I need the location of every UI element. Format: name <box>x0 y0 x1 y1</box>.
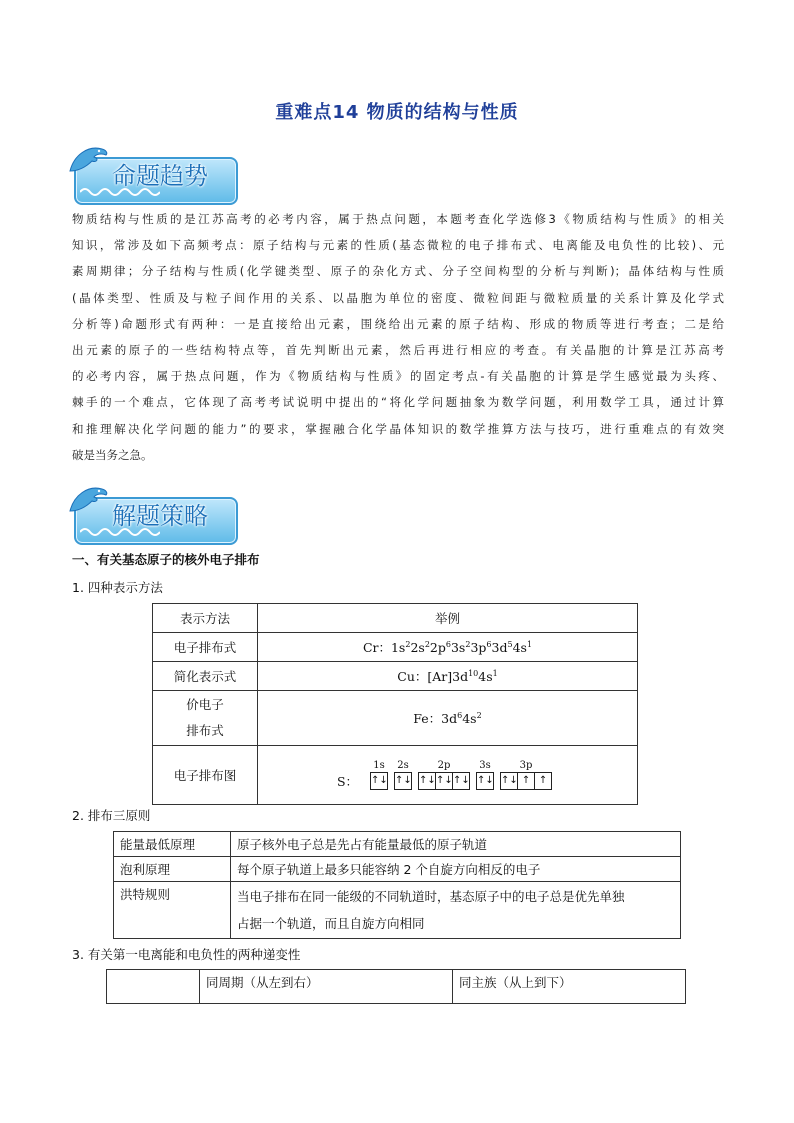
principle-name: 泡利原理 <box>114 857 231 882</box>
orbital-group <box>394 760 412 790</box>
principles-table <box>113 831 681 939</box>
formula-text: 4s <box>478 669 493 684</box>
intro-line: (晶体类型、性质及与粒子间作用的关系、以晶胞为单位的密度、微粒间距与微粒质量的关系计算及化学式 <box>72 290 724 305</box>
table-cell: 同主族（从上到下） <box>453 970 686 1004</box>
intro-line: 破是当务之急。 <box>72 447 153 462</box>
method-cell: 电子排布图 <box>153 746 258 805</box>
formula-sup: 2 <box>465 640 471 649</box>
orbital-label: 3s <box>479 760 491 771</box>
formula-text: 2s <box>410 640 425 655</box>
principle-desc: 每个原子轨道上最多只能容纳 2 个自旋方向相反的电子 <box>231 857 681 882</box>
orbital-box: ↑ <box>517 772 535 790</box>
formula-sup: 10 <box>468 669 479 678</box>
orbital-group <box>418 760 470 790</box>
formula-sup: 6 <box>457 711 463 720</box>
principle-name: 洪特规则 <box>114 882 231 939</box>
section-heading: 一、有关基态原子的核外电子排布 <box>72 552 260 567</box>
formula-sup: 2 <box>476 711 482 720</box>
intro-paragraph <box>72 206 724 468</box>
subsection-heading: 3. 有关第一电离能和电负性的两种递变性 <box>72 947 301 962</box>
orbital-box: ↑↓ <box>394 772 412 790</box>
formula-sup: 1 <box>526 640 533 649</box>
orbital-label: 3p <box>519 760 533 771</box>
orbital-label: 2p <box>437 760 451 771</box>
banner-trend <box>66 147 238 205</box>
formula-sup: 6 <box>486 640 492 649</box>
formula-sup: 2 <box>424 640 430 649</box>
banner-strategy <box>66 487 238 545</box>
orbital-group <box>500 760 552 790</box>
formula-text: 3d <box>491 640 508 655</box>
example-cell <box>258 633 638 662</box>
intro-line: 物质结构与性质的是江苏高考的必考内容，属于热点问题，本题考查化学选修3《物质结构与性质》的相关 <box>72 212 724 226</box>
formula-text: 4s <box>462 711 477 726</box>
desc-line: 当电子排布在同一能级的不同轨道时，基态原子中的电子总是优先单独 <box>237 889 625 904</box>
formula-text: 3s <box>450 640 466 655</box>
subsection-heading: 1. 四种表示方法 <box>72 580 163 595</box>
representation-table <box>152 603 638 805</box>
intro-line: 出元素的原子的一些结构特点等，首先判断出元素，然后再进行相应的考查。有关晶胞的计算是江苏高考 <box>72 343 724 358</box>
orbital-box: ↑ <box>534 772 552 790</box>
intro-line: 分析等)命题形式有两种：一是直接给出元素，围绕给出元素的原子结构、形成的物质等进行考查；二是给 <box>72 316 724 331</box>
orbital-box: ↑↓ <box>500 772 518 790</box>
banner-label: 解题策略 <box>112 502 208 530</box>
orbital-label: 2s <box>397 760 409 771</box>
orbital-box: ↑↓ <box>452 772 470 790</box>
orbital-group <box>476 760 494 790</box>
formula-sup: 1 <box>492 669 498 678</box>
intro-line: 棘手的一个难点，它体现了高考考试说明中提出的“将化学问题抽象为数学问题，利用数学工具，通过计算 <box>72 395 724 410</box>
table-header-cell: 表示方法 <box>153 604 258 633</box>
table-header-cell: 举例 <box>258 604 638 633</box>
formula-text: Cu：[Ar]3d <box>397 669 469 684</box>
orbital-box: ↑↓ <box>418 772 436 790</box>
intro-line: 知识，常涉及如下高频考点：原子结构与元素的性质(基态微粒的电子排布式、电离能及电负性的比较)、元 <box>72 238 724 253</box>
table-cell: 同周期（从左到右） <box>200 970 453 1004</box>
element-label: S： <box>336 774 359 789</box>
formula-text: 4s <box>512 640 527 655</box>
banner-label: 命题趋势 <box>112 162 208 190</box>
orbital-group <box>370 760 388 790</box>
method-line: 价电子 <box>186 697 224 712</box>
formula-text: 2p <box>429 640 446 655</box>
example-cell <box>258 691 638 746</box>
subsection-heading: 2. 排布三原则 <box>72 808 151 823</box>
principle-name: 能量最低原理 <box>114 832 231 857</box>
formula-sup: 5 <box>507 640 513 649</box>
intro-line: 素周期律；分子结构与性质(化学键类型、原子的杂化方式、分子空间构型的分析与判断)；晶体结构与性质 <box>72 264 724 279</box>
method-cell: 简化表示式 <box>153 662 258 691</box>
desc-line: 占据一个轨道，而且自旋方向相同 <box>237 916 425 931</box>
orbital-box: ↑↓ <box>435 772 453 790</box>
formula-sup: 2 <box>405 640 411 649</box>
orbital-label: 1s <box>373 760 385 771</box>
principle-desc <box>231 882 681 939</box>
orbital-diagram <box>337 760 558 790</box>
example-cell <box>258 746 638 805</box>
orbital-box: ↑↓ <box>370 772 388 790</box>
formula-text: Fe：3d <box>413 711 458 726</box>
orbital-box: ↑↓ <box>476 772 494 790</box>
method-cell: 电子排布式 <box>153 633 258 662</box>
formula-sup: 6 <box>445 640 451 649</box>
example-cell <box>258 662 638 691</box>
intro-line: 的必考内容，属于热点问题，作为《物质结构与性质》的固定考点-有关晶胞的计算是学生感觉最为头疼、 <box>72 369 724 384</box>
principle-desc: 原子核外电子总是先占有能量最低的原子轨道 <box>231 832 681 857</box>
formula-text: 3p <box>470 640 487 655</box>
formula-text: Cr：1s <box>362 640 406 655</box>
table-cell <box>107 970 200 1004</box>
intro-line: 和推理解决化学问题的能力”的要求，掌握融合化学晶体知识的数学推算方法与技巧，进行重难点的有效突 <box>72 421 724 436</box>
method-line: 排布式 <box>186 723 224 738</box>
page-title: 重难点14 物质的结构与性质 <box>275 102 519 123</box>
method-cell <box>153 691 258 746</box>
trends-table <box>106 969 686 1004</box>
